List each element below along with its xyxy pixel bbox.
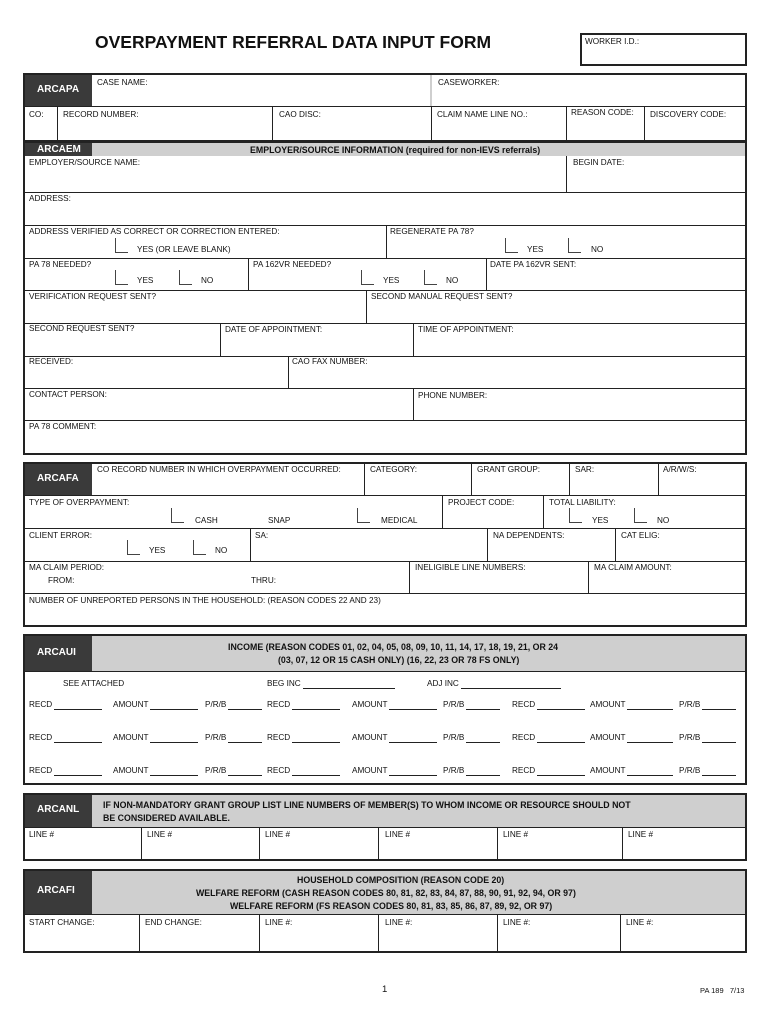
contact-person-label: CONTACT PERSON: <box>29 390 107 399</box>
recd-field[interactable]: RECD <box>29 700 102 710</box>
amount-field[interactable]: AMOUNT <box>113 700 198 710</box>
amount-field[interactable]: AMOUNT <box>113 766 198 776</box>
amount-field[interactable]: AMOUNT <box>590 733 673 743</box>
begin-date-label: BEGIN DATE: <box>573 158 625 167</box>
claim-name-line-label: CLAIM NAME LINE NO.: <box>437 110 528 119</box>
regenerate-no-label: NO <box>591 245 604 254</box>
arcanl-line-label: LINE # <box>147 830 173 839</box>
cao-disc-label: CAO DISC: <box>279 110 321 119</box>
pa162-no-checkbox[interactable] <box>424 270 437 285</box>
client-error-yes-checkbox[interactable] <box>127 540 140 555</box>
arcafi-header-line2: WELFARE REFORM (CASH REASON CODES 80, 81, 82, 83, 84, 87, 88, 90, 91, 92, 94, OR 97) <box>196 888 576 898</box>
liability-no-label: NO <box>657 516 670 525</box>
grant-group-label: GRANT GROUP: <box>477 465 541 474</box>
recd-field[interactable]: RECD <box>267 733 340 743</box>
prb-field[interactable]: P/R/B <box>679 700 736 710</box>
arcafi-header-line1: HOUSEHOLD COMPOSITION (REASON CODE 20) <box>297 875 505 885</box>
amount-field[interactable]: AMOUNT <box>113 733 198 743</box>
record-number-label: RECORD NUMBER: <box>63 110 139 119</box>
arcaui-header-line1: INCOME (REASON CODES 01, 02, 04, 05, 08, 09, 10, 11, 14, 17, 18, 19, 21, OR 24 <box>228 642 559 652</box>
project-code-label: PROJECT CODE: <box>448 498 515 507</box>
second-manual-label: SECOND MANUAL REQUEST SENT? <box>371 292 513 301</box>
arcanl-tag: ARCANL <box>25 795 92 827</box>
address-verified-checkbox[interactable] <box>115 238 128 253</box>
adj-inc-field[interactable]: ADJ INC <box>427 679 561 689</box>
co-label: CO: <box>29 110 44 119</box>
address-label: ADDRESS: <box>29 194 71 203</box>
client-error-no-checkbox[interactable] <box>193 540 206 555</box>
medical-label: MEDICAL <box>381 516 418 525</box>
recd-field[interactable]: RECD <box>29 733 102 743</box>
cat-elig-label: CAT ELIG: <box>621 531 660 540</box>
co-record-label: CO RECORD NUMBER IN WHICH OVERPAYMENT OCCURRED: <box>97 465 341 474</box>
pa78-yes-checkbox[interactable] <box>115 270 128 285</box>
regenerate-yes-label: YES <box>527 245 544 254</box>
cao-fax-label: CAO FAX NUMBER: <box>292 357 368 366</box>
form-code: PA 189 7/13 <box>700 986 745 995</box>
end-change-label: END CHANGE: <box>145 918 202 927</box>
na-dependents-label: NA DEPENDENTS: <box>493 531 565 540</box>
case-name-label: CASE NAME: <box>97 78 148 87</box>
caseworker-label: CASEWORKER: <box>438 78 500 87</box>
liability-no-checkbox[interactable] <box>634 508 647 523</box>
second-request-label: SECOND REQUEST SENT? <box>29 324 135 333</box>
start-change-label: START CHANGE: <box>29 918 95 927</box>
employer-label: EMPLOYER/SOURCE NAME: <box>29 158 141 167</box>
amount-field[interactable]: AMOUNT <box>352 700 437 710</box>
medical-checkbox[interactable] <box>357 508 370 523</box>
unreported-persons-label: NUMBER OF UNREPORTED PERSONS IN THE HOUSEHOLD: (REASON CODES 22 AND 23) <box>29 596 381 605</box>
client-error-label: CLIENT ERROR: <box>29 531 93 540</box>
cash-label: CASH <box>195 516 218 525</box>
amount-field[interactable]: AMOUNT <box>590 700 673 710</box>
yes-or-blank-label: YES (OR LEAVE BLANK) <box>137 245 231 254</box>
pa78-no-label: NO <box>201 276 214 285</box>
client-error-no-label: NO <box>215 546 228 555</box>
total-liability-label: TOTAL LIABILITY: <box>549 498 616 507</box>
pa162-yes-checkbox[interactable] <box>361 270 374 285</box>
ma-claim-amount-label: MA CLAIM AMOUNT: <box>594 563 672 572</box>
recd-field[interactable]: RECD <box>267 766 340 776</box>
prb-field[interactable]: P/R/B <box>205 700 262 710</box>
pa162-needed-label: PA 162VR NEEDED? <box>253 260 332 269</box>
regenerate-yes-checkbox[interactable] <box>505 238 518 253</box>
snap-label: SNAP <box>268 516 291 525</box>
amount-field[interactable]: AMOUNT <box>590 766 673 776</box>
income-row <box>0 733 770 745</box>
arcaem-header: EMPLOYER/SOURCE INFORMATION (required for non-IEVS referrals) <box>250 145 541 155</box>
sar-label: SAR: <box>575 465 595 474</box>
thru-label: THRU: <box>251 576 277 585</box>
prb-field[interactable]: P/R/B <box>205 733 262 743</box>
cash-checkbox[interactable] <box>171 508 184 523</box>
discovery-code-label: DISCOVERY CODE: <box>650 110 727 119</box>
recd-field[interactable]: RECD <box>512 766 585 776</box>
recd-field[interactable]: RECD <box>512 733 585 743</box>
recd-field[interactable]: RECD <box>29 766 102 776</box>
category-label: CATEGORY: <box>370 465 418 474</box>
time-appointment-label: TIME OF APPOINTMENT: <box>418 325 514 334</box>
regenerate-no-checkbox[interactable] <box>568 238 581 253</box>
arcafi-header-line3: WELFARE REFORM (FS REASON CODES 80, 81, 83, 85, 86, 87, 89, 92, OR 97) <box>230 901 553 911</box>
liability-yes-checkbox[interactable] <box>569 508 582 523</box>
arcanl-header-line1: IF NON-MANDATORY GRANT GROUP LIST LINE NUMBERS OF MEMBER(S) TO WHOM INCOME OR RESOURCE SHOULD NOT <box>103 800 631 810</box>
prb-field[interactable]: P/R/B <box>205 766 262 776</box>
beg-inc-field[interactable]: BEG INC <box>267 679 395 689</box>
recd-field[interactable]: RECD <box>267 700 340 710</box>
reason-code-label: REASON CODE: <box>571 108 634 117</box>
arcanl-line-label: LINE # <box>503 830 529 839</box>
arcaem-tag: ARCAEM <box>25 143 92 156</box>
arcapa-tag: ARCAPA <box>25 75 92 107</box>
form-title: OVERPAYMENT REFERRAL DATA INPUT FORM <box>95 32 492 52</box>
ineligible-lines-label: INELIGIBLE LINE NUMBERS: <box>415 563 526 572</box>
pa162-yes-label: YES <box>383 276 400 285</box>
prb-field[interactable]: P/R/B <box>679 766 736 776</box>
arcafi-line-label: LINE #: <box>503 918 531 927</box>
verification-sent-label: VERIFICATION REQUEST SENT? <box>29 292 157 301</box>
arcafi-line-label: LINE #: <box>265 918 293 927</box>
arcafi-line-label: LINE #: <box>385 918 413 927</box>
prb-field[interactable]: P/R/B <box>443 766 500 776</box>
prb-field[interactable]: P/R/B <box>443 733 500 743</box>
income-row <box>0 766 770 778</box>
sa-label: SA: <box>255 531 269 540</box>
arcanl-line-label: LINE # <box>265 830 291 839</box>
ma-claim-period-label: MA CLAIM PERIOD: <box>29 563 105 572</box>
pa78-no-checkbox[interactable] <box>179 270 192 285</box>
type-overpayment-label: TYPE OF OVERPAYMENT: <box>29 498 130 507</box>
arws-label: A/R/W/S: <box>663 465 697 474</box>
date-appointment-label: DATE OF APPOINTMENT: <box>225 325 323 334</box>
arcafi-line-label: LINE #: <box>626 918 654 927</box>
client-error-yes-label: YES <box>149 546 166 555</box>
see-attached-label: SEE ATTACHED <box>63 679 125 688</box>
liability-yes-label: YES <box>592 516 609 525</box>
arcafi-tag: ARCAFI <box>25 871 92 914</box>
from-label: FROM: <box>48 576 75 585</box>
regenerate-label: REGENERATE PA 78? <box>390 227 474 236</box>
pa78-comment-label: PA 78 COMMENT: <box>29 422 97 431</box>
arcanl-line-label: LINE # <box>628 830 654 839</box>
amount-field[interactable]: AMOUNT <box>352 733 437 743</box>
amount-field[interactable]: AMOUNT <box>352 766 437 776</box>
phone-number-label: PHONE NUMBER: <box>418 391 488 400</box>
pa162-no-label: NO <box>446 276 459 285</box>
page-number: 1 <box>382 984 388 995</box>
arcanl-line-label: LINE # <box>29 830 55 839</box>
arcaui-header-line2: (03, 07, 12 OR 15 CASH ONLY) (16, 22, 23 OR 78 FS ONLY) <box>278 655 520 665</box>
worker-id-label: WORKER I.D.: <box>585 37 640 46</box>
arcanl-header-line2: BE CONSIDERED AVAILABLE. <box>103 813 230 823</box>
date-pa162-sent-label: DATE PA 162VR SENT: <box>490 260 577 269</box>
recd-field[interactable]: RECD <box>512 700 585 710</box>
arcaui-tag: ARCAUI <box>25 636 92 671</box>
arcanl-line-label: LINE # <box>385 830 411 839</box>
arcafa-tag: ARCAFA <box>25 464 92 495</box>
pa78-needed-label: PA 78 NEEDED? <box>29 260 92 269</box>
received-label: RECEIVED: <box>29 357 74 366</box>
prb-field[interactable]: P/R/B <box>443 700 500 710</box>
pa78-yes-label: YES <box>137 276 154 285</box>
address-verified-label: ADDRESS VERIFIED AS CORRECT OR CORRECTION ENTERED: <box>29 227 280 236</box>
income-row <box>0 700 770 712</box>
prb-field[interactable]: P/R/B <box>679 733 736 743</box>
